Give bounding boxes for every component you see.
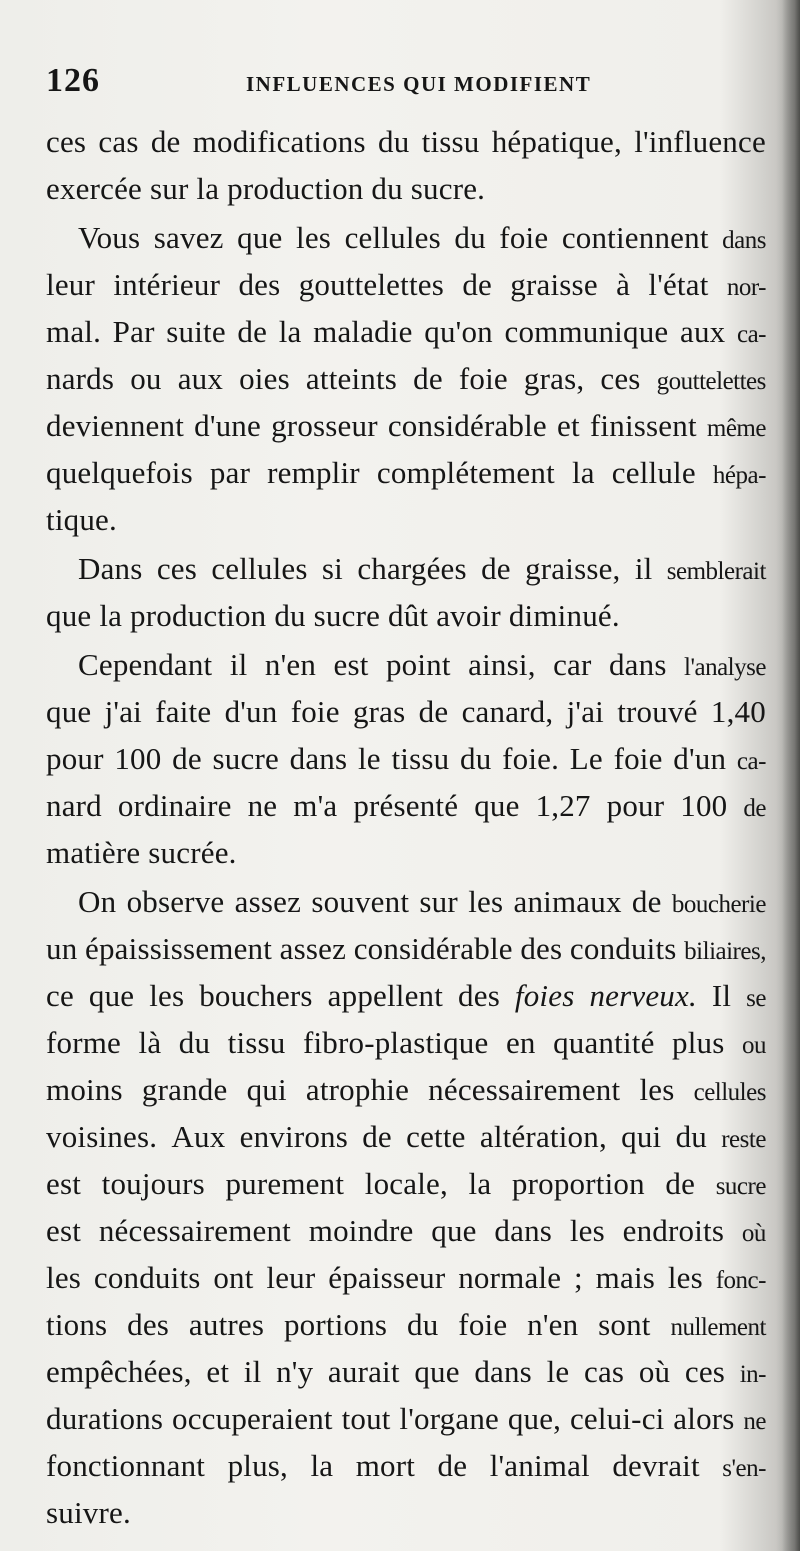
word: Vous — [78, 220, 141, 255]
word: foie — [290, 694, 340, 729]
word: l'influence — [634, 124, 766, 159]
word: qui — [246, 1072, 287, 1107]
word: que — [237, 220, 283, 255]
word: la — [99, 598, 131, 633]
word: le — [546, 1354, 570, 1389]
text-line — [46, 1207, 766, 1254]
text-line — [46, 261, 766, 308]
word: cas — [98, 124, 139, 159]
word: communique — [504, 314, 669, 349]
word: chargées — [357, 551, 467, 586]
word: fibro-plastique — [302, 1025, 489, 1060]
word: finissent — [589, 408, 697, 443]
word: j'ai — [104, 694, 142, 729]
word: On — [78, 884, 117, 919]
word: nécessairement — [98, 1213, 291, 1248]
word: la — [468, 1166, 492, 1201]
word: où — [741, 1220, 766, 1247]
word: un — [46, 931, 78, 966]
word: 100 — [114, 741, 162, 776]
word: leur — [46, 267, 95, 302]
word: ca- — [736, 321, 766, 348]
word: moins — [46, 1072, 123, 1107]
word: devrait — [612, 1448, 700, 1483]
word: de — [150, 124, 181, 159]
word: tions — [46, 1307, 108, 1342]
word: du — [675, 1119, 707, 1154]
word: nards — [46, 361, 115, 396]
word: assez — [234, 884, 302, 919]
word: ainsi, — [468, 647, 536, 682]
word: empêchées, — [46, 1354, 192, 1389]
text-line — [46, 214, 766, 261]
word: j'ai — [566, 694, 604, 729]
word: des — [127, 1307, 170, 1342]
word: exercée — [46, 171, 150, 206]
text-line — [46, 1113, 766, 1160]
word: de — [362, 1119, 392, 1154]
word: savez — [153, 220, 224, 255]
text-line — [46, 1019, 766, 1066]
text-line — [46, 1301, 766, 1348]
word: toujours — [101, 1166, 205, 1201]
word: portions — [283, 1307, 388, 1342]
word: reste — [721, 1126, 766, 1153]
word: ces — [684, 1354, 726, 1389]
word: de — [437, 1448, 468, 1483]
word: ces — [46, 124, 87, 159]
text-line — [46, 878, 766, 925]
word: fonctionnant — [46, 1448, 206, 1483]
word: production — [227, 171, 372, 206]
word: quantité — [553, 1025, 655, 1060]
word: normale — [458, 1260, 562, 1295]
word: 100 — [680, 788, 728, 823]
text-line — [46, 1066, 766, 1113]
word: tout — [341, 1401, 391, 1436]
word: production — [130, 598, 275, 633]
word: l'animal — [489, 1448, 590, 1483]
word: ou — [130, 361, 162, 396]
word: d'une — [194, 408, 261, 443]
word: ca- — [736, 748, 766, 775]
word: mal. — [46, 314, 102, 349]
word: gouttelettes — [656, 368, 766, 395]
word: foie — [458, 1307, 508, 1342]
word: de — [462, 267, 492, 302]
word: 1,40 — [710, 694, 766, 729]
word: leur — [266, 1260, 316, 1295]
word: de — [631, 884, 662, 919]
page-number: 126 — [46, 62, 100, 99]
word: dans — [474, 1354, 532, 1389]
word: foie. — [502, 741, 560, 776]
word: sont — [598, 1307, 651, 1342]
text-line — [46, 972, 766, 1019]
word: assez — [279, 931, 347, 966]
word: m'a — [293, 788, 338, 823]
text-line — [46, 641, 766, 688]
word: dans — [494, 1213, 553, 1248]
word: n'en — [527, 1307, 579, 1342]
word: est — [333, 647, 369, 682]
word: biliaires, — [684, 938, 766, 965]
word: souvent — [311, 884, 410, 919]
word: nor- — [726, 274, 766, 301]
word: sucre. — [410, 171, 486, 206]
word: qui — [621, 1119, 662, 1154]
word: fonc- — [715, 1267, 766, 1294]
word: faite — [155, 694, 212, 729]
word: que — [414, 1354, 460, 1389]
word: cellules — [344, 220, 441, 255]
word: mais — [595, 1260, 656, 1295]
word: ont — [213, 1260, 254, 1295]
word: il — [243, 1354, 262, 1389]
word: considérable — [353, 931, 513, 966]
word: ne — [247, 788, 278, 823]
word: sucre — [715, 1173, 766, 1200]
word: que — [88, 978, 135, 1013]
text-line — [46, 308, 766, 355]
text-line — [46, 118, 766, 165]
word: aux — [177, 361, 224, 396]
word: remplir — [267, 455, 360, 490]
word: appellent — [327, 978, 444, 1013]
word: en — [505, 1025, 536, 1060]
word: purement — [225, 1166, 345, 1201]
word: que — [474, 788, 520, 823]
word: Il — [711, 978, 732, 1013]
word: des — [238, 267, 281, 302]
word: cellule — [611, 455, 696, 490]
word: bouchers — [199, 978, 313, 1013]
word: la — [310, 1448, 334, 1483]
word: graisse, — [525, 551, 621, 586]
text-line — [46, 1395, 766, 1442]
text-line — [46, 355, 766, 402]
word: ne — [743, 1408, 766, 1435]
word: diminué. — [508, 598, 620, 633]
word: cas — [584, 1354, 625, 1389]
word: de — [481, 551, 511, 586]
word: pour — [606, 788, 665, 823]
word: suivre. — [46, 1495, 131, 1530]
word: là — [138, 1025, 162, 1060]
word: foie — [613, 741, 663, 776]
word: d'un — [673, 741, 727, 776]
word: l'analyse — [684, 654, 766, 681]
word: ce — [46, 978, 74, 1013]
word: il — [634, 551, 653, 586]
word: nécessairement — [428, 1072, 621, 1107]
word: épaississement — [85, 931, 273, 966]
text-line — [46, 165, 766, 212]
word: épaisseur — [328, 1260, 446, 1295]
word: cette — [406, 1119, 466, 1154]
word: foie — [499, 220, 549, 255]
text-line — [46, 925, 766, 972]
text-line — [46, 1442, 766, 1489]
text-line — [46, 1489, 766, 1536]
text-line — [46, 688, 766, 735]
word: par — [209, 455, 251, 490]
word: durations — [46, 1401, 164, 1436]
word: de — [418, 694, 449, 729]
word: aurait — [327, 1354, 400, 1389]
body-text — [46, 118, 766, 1536]
word: plus — [672, 1025, 725, 1060]
word: considérable — [387, 408, 547, 443]
word: autres — [188, 1307, 265, 1342]
word: locale, — [364, 1166, 448, 1201]
word: où — [638, 1354, 671, 1389]
word: les — [667, 1260, 703, 1295]
word: les — [46, 1260, 82, 1295]
word: endroits — [622, 1213, 725, 1248]
word: Le — [569, 741, 603, 776]
word: dans — [608, 647, 667, 682]
word: trouvé — [617, 694, 698, 729]
word: du — [371, 171, 411, 206]
word: que — [431, 1213, 477, 1248]
word: cellules — [211, 551, 308, 586]
word: du — [460, 741, 492, 776]
word: mort — [355, 1448, 416, 1483]
word: Dans — [78, 551, 143, 586]
word: environs — [239, 1119, 348, 1154]
word: nard — [46, 788, 102, 823]
word: les — [149, 978, 185, 1013]
word: pour — [46, 741, 104, 776]
word: sucre — [212, 741, 279, 776]
word: ; — [574, 1260, 583, 1295]
word: occuperaient — [172, 1401, 333, 1436]
text-line — [46, 735, 766, 782]
word: qu'on — [424, 314, 493, 349]
word: ordinaire — [117, 788, 232, 823]
word: l'état — [648, 267, 709, 302]
word: boucherie — [671, 891, 766, 918]
word: du — [378, 124, 410, 159]
word: est — [46, 1166, 82, 1201]
word: grande — [141, 1072, 228, 1107]
word: même — [706, 415, 766, 442]
word: complétement — [376, 455, 555, 490]
word: maladie — [313, 314, 413, 349]
word: Aux — [171, 1119, 226, 1154]
word: quelquefois — [46, 455, 193, 490]
text-line — [46, 496, 766, 543]
word: canard, — [461, 694, 554, 729]
page-header — [46, 62, 766, 106]
word: matière — [46, 835, 149, 870]
word: oies — [239, 361, 290, 396]
word: nullement — [670, 1314, 766, 1341]
word: forme — [46, 1025, 122, 1060]
word: les — [569, 1213, 605, 1248]
word: Par — [112, 314, 155, 349]
text-line — [46, 829, 766, 876]
word: conduits — [569, 931, 677, 966]
text-line — [46, 782, 766, 829]
word: de — [413, 361, 443, 396]
word: la — [278, 314, 302, 349]
word: proportion — [511, 1166, 645, 1201]
word: in- — [739, 1361, 766, 1388]
word: de — [743, 795, 766, 822]
text-line — [46, 1160, 766, 1207]
word: conduits — [93, 1260, 201, 1295]
word: dût — [388, 598, 437, 633]
word: Cependant — [78, 647, 213, 682]
word: modifications — [192, 124, 366, 159]
word: contiennent — [561, 220, 709, 255]
word: et — [206, 1354, 230, 1389]
text-line — [46, 402, 766, 449]
word: hépatique, — [491, 124, 622, 159]
text-line — [46, 1348, 766, 1395]
word: la — [196, 171, 228, 206]
text-line — [46, 1254, 766, 1301]
word: observe — [126, 884, 225, 919]
word: l'organe — [399, 1401, 499, 1436]
word: gras — [352, 694, 406, 729]
word: de — [665, 1166, 696, 1201]
word: des — [458, 978, 500, 1013]
word: les — [639, 1072, 675, 1107]
word: gouttelettes — [298, 267, 444, 302]
book-spine-shadow — [782, 0, 800, 1551]
word: est — [46, 1213, 82, 1248]
word: gras, — [523, 361, 585, 396]
word: dans — [289, 741, 348, 776]
running-title: INFLUENCES QUI MODIFIENT — [246, 72, 592, 96]
word: plus, — [227, 1448, 288, 1483]
word: voisines. — [46, 1119, 158, 1154]
word: présenté — [353, 788, 459, 823]
word: il — [229, 647, 248, 682]
word: ces — [156, 551, 198, 586]
word: ces — [600, 361, 641, 396]
text-line — [46, 545, 766, 592]
word: si — [321, 551, 343, 586]
word: foie — [458, 361, 508, 396]
word: d'un — [224, 694, 278, 729]
word: suite — [166, 314, 226, 349]
word: altération, — [479, 1119, 607, 1154]
text-line — [46, 449, 766, 496]
word: graisse — [510, 267, 598, 302]
word: du — [178, 1025, 211, 1060]
word: sucrée. — [148, 835, 237, 870]
word: grosseur — [271, 408, 378, 443]
word: semblerait — [666, 558, 766, 585]
word: que, — [507, 1401, 562, 1436]
word: tissu — [391, 741, 450, 776]
word: atrophie — [305, 1072, 410, 1107]
word: celui-ci — [569, 1401, 665, 1436]
word: dans — [722, 227, 766, 254]
word: deviennent — [46, 408, 185, 443]
word: avoir — [436, 598, 509, 633]
word: de — [237, 314, 268, 349]
word: sur — [149, 171, 197, 206]
word: à — [616, 267, 631, 302]
word: tissu — [227, 1025, 286, 1060]
word: animaux — [513, 884, 622, 919]
word: tique. — [46, 502, 117, 537]
word: alors — [673, 1401, 735, 1436]
word: que — [46, 694, 92, 729]
word: intérieur — [113, 267, 221, 302]
word: point — [385, 647, 451, 682]
word: du — [454, 220, 486, 255]
word: les — [296, 220, 332, 255]
word: atteints — [305, 361, 398, 396]
word: tissu — [421, 124, 480, 159]
word: sur — [419, 884, 458, 919]
word: 1,27 — [535, 788, 591, 823]
word: ou — [741, 1032, 766, 1059]
word: et — [557, 408, 580, 443]
word: nerveux. — [589, 978, 697, 1013]
word: sucre — [313, 598, 389, 633]
word: se — [746, 985, 766, 1012]
word: n'en — [264, 647, 317, 682]
word: du — [274, 598, 314, 633]
word: que — [46, 598, 100, 633]
word: n'y — [276, 1354, 314, 1389]
word: aux — [679, 314, 726, 349]
word: car — [553, 647, 592, 682]
word: cellules — [693, 1079, 766, 1106]
word: de — [172, 741, 202, 776]
word: du — [407, 1307, 439, 1342]
word: le — [357, 741, 381, 776]
word: la — [571, 455, 595, 490]
word: foies — [514, 978, 575, 1013]
word: moindre — [308, 1213, 414, 1248]
word: s'en- — [722, 1455, 766, 1482]
text-line — [46, 592, 766, 639]
word: des — [520, 931, 563, 966]
word: hépa- — [712, 462, 766, 489]
word: les — [468, 884, 504, 919]
